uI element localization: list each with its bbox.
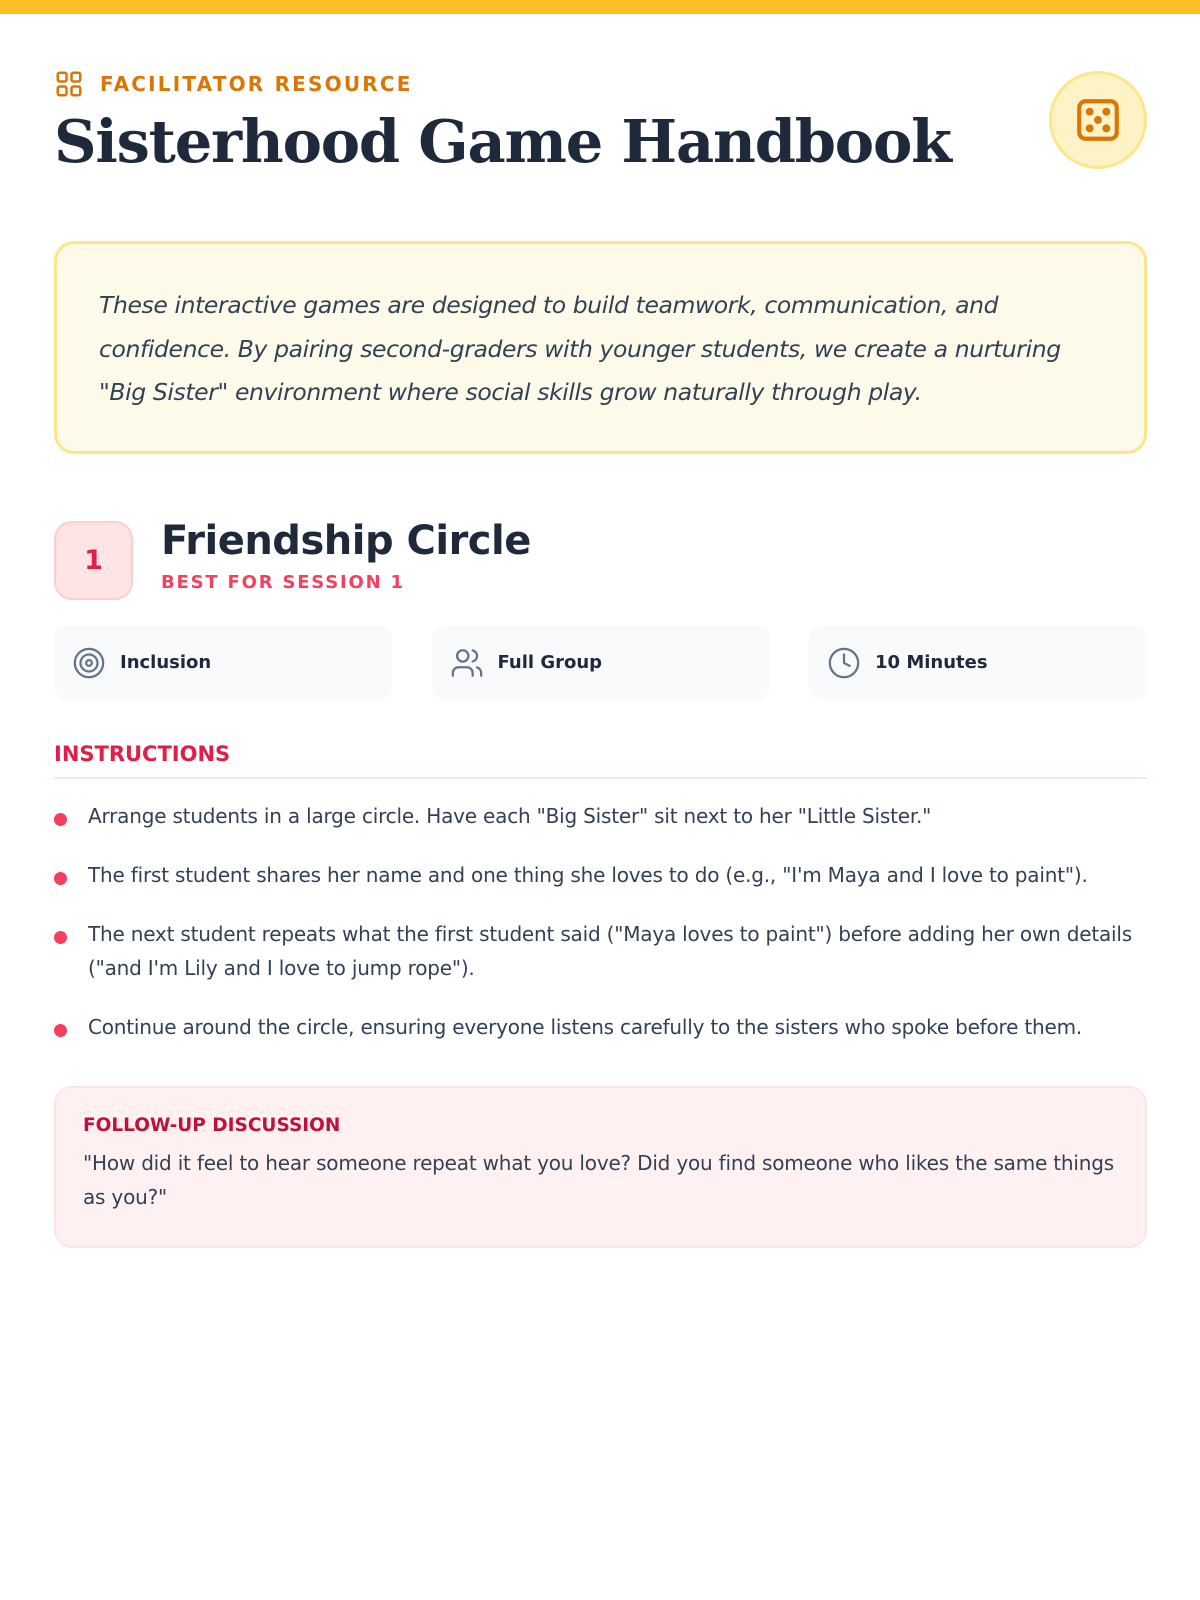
list-item	[54, 858, 1147, 892]
meta-group-label: Full Group	[497, 652, 603, 673]
bullet-icon	[54, 1024, 67, 1037]
meta-chip-group	[432, 626, 770, 699]
bullet-icon	[54, 813, 67, 826]
game-subtitle: BEST FOR SESSION 1	[161, 572, 405, 593]
eyebrow	[54, 69, 413, 99]
intro-text: These interactive games are designed to build teamwork, communication, and confidence. By pairing second-graders with younger students, we create a nurturing "Big Sister" environment where social skills grow naturally through play.	[99, 291, 1061, 406]
step-text: The first student shares her name and one thing she loves to do (e.g., "I'm Maya and I love to paint").	[88, 863, 1088, 887]
list-item	[54, 917, 1147, 985]
instructions-heading: INSTRUCTIONS	[54, 742, 1147, 779]
dice-icon	[1073, 95, 1123, 145]
bullet-icon	[54, 872, 67, 885]
game-title: Friendship Circle	[161, 518, 531, 564]
meta-chip-duration	[809, 626, 1147, 699]
dice-badge	[1049, 71, 1147, 169]
list-item	[54, 799, 1147, 833]
game-number-badge: 1	[54, 521, 133, 600]
list-item	[54, 1010, 1147, 1044]
meta-chip-goal	[54, 626, 392, 699]
followup-text: "How did it feel to hear someone repeat what you love? Did you find someone who likes the same things as you?"	[83, 1151, 1114, 1209]
target-icon	[72, 646, 106, 680]
instruction-list	[54, 799, 1147, 1044]
meta-duration-label: 10 Minutes	[875, 652, 988, 673]
step-text: Continue around the circle, ensuring everyone listens carefully to the sisters who spoke before them.	[88, 1015, 1083, 1039]
intro-callout	[54, 241, 1147, 454]
eyebrow-label: FACILITATOR RESOURCE	[100, 72, 413, 96]
clock-icon	[827, 646, 861, 680]
grid-icon	[54, 69, 84, 99]
page-header	[54, 0, 1147, 232]
step-text: Arrange students in a large circle. Have each "Big Sister" sit next to her "Little Sister."	[88, 804, 932, 828]
step-text: The next student repeats what the first student said ("Maya loves to paint") before adding her own details ("and I'm Lily and I love to jump rope").	[88, 922, 1132, 980]
meta-goal-label: Inclusion	[120, 652, 212, 673]
followup-heading: FOLLOW-UP DISCUSSION	[83, 1115, 341, 1136]
bullet-icon	[54, 931, 67, 944]
page-title: Sisterhood Game Handbook	[54, 107, 951, 176]
users-icon	[450, 646, 484, 680]
game-header	[54, 518, 1147, 626]
followup-callout	[54, 1086, 1147, 1248]
handbook-page	[54, 0, 1147, 1248]
game-meta	[54, 626, 1147, 699]
